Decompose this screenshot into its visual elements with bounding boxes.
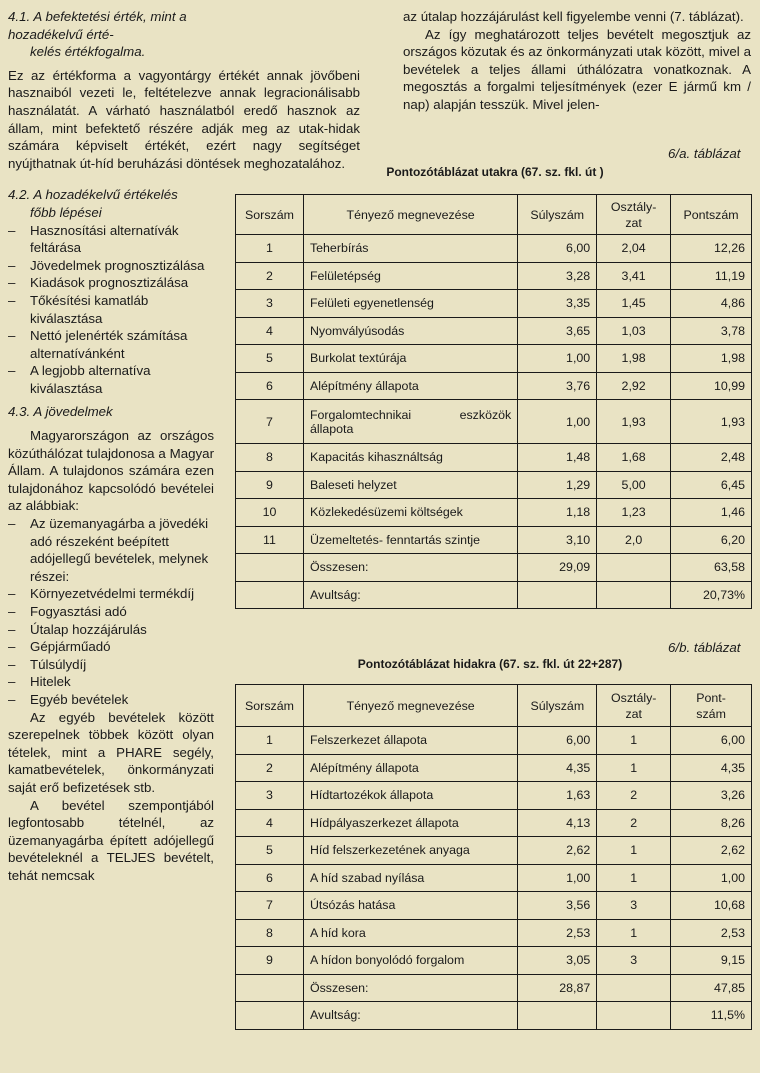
list-item: – Túlsúlydíj (8, 656, 214, 674)
list-item: – Jövedelmek prognosztizálása (8, 257, 214, 275)
column-header: Tényező megnevezése (303, 685, 517, 727)
age-row (236, 1002, 752, 1030)
table-cell: 3 (236, 290, 304, 318)
table-cell: 2,04 (597, 235, 671, 263)
table-cell: 1,00 (518, 345, 597, 373)
table-cell: 3,35 (518, 290, 597, 318)
table-cell: 6,00 (518, 235, 597, 263)
table-cell: 5 (236, 837, 304, 865)
list-item: – Fogyasztási adó (8, 603, 214, 621)
table-cell: 1,93 (671, 400, 752, 444)
table-row (236, 262, 752, 290)
other-income-paragraph: Az egyéb bevételek között szerepelnek többek között olyan tételek, mint a PHARE segély, kamatbevételek, önkormányzati saját erő befizetések stb. (8, 709, 214, 795)
section-4-2-heading: 4.2. A hozadékelvű értékelés főbb lépései (8, 187, 178, 220)
table-row (236, 947, 752, 975)
table-cell: 2,62 (518, 837, 597, 865)
table-cell (597, 1002, 671, 1030)
table-cell (597, 974, 671, 1002)
table-cell: 2,53 (518, 919, 597, 947)
table-cell: A híd szabad nyílása (303, 864, 517, 892)
table-row (236, 499, 752, 527)
table-cell: Útsózás hatása (303, 892, 517, 920)
table-cell: 1,00 (518, 400, 597, 444)
table-cell (236, 974, 304, 1002)
table-row (236, 782, 752, 810)
column-header: Súlyszám (518, 195, 597, 235)
table-cell: Közlekedésüzemi költségek (303, 499, 517, 527)
table-cell: Híd felszerkezetének anyaga (303, 837, 517, 865)
table-cell: Hídtartozékok állapota (303, 782, 517, 810)
continued-paragraph: az útalap hozzájárulást kell figyelembe venni (7. táblázat). (403, 9, 744, 24)
column-header: Tényező megnevezése (303, 195, 517, 235)
table-cell: 3,76 (518, 372, 597, 400)
table-cell: 10 (236, 499, 304, 527)
table-cell: Kapacitás kihasználtság (303, 444, 517, 472)
table-cell: 1,03 (597, 317, 671, 345)
table-cell: 1,46 (671, 499, 752, 527)
important-income-paragraph: A bevétel szempontjából legfontosabb tételnél, az üzemanyagárba épített adójellegű bevételeknél a TELJES bevételt, tehát nemcsak (8, 797, 214, 883)
table-cell (597, 554, 671, 582)
table-row (236, 471, 752, 499)
column-header: Súlyszám (518, 685, 597, 727)
table-cell: 2 (597, 782, 671, 810)
list-item: – Útalap hozzájárulás (8, 621, 214, 639)
table-cell: 6 (236, 372, 304, 400)
table-cell: 1,00 (518, 864, 597, 892)
table-cell: Nyomvályúsodás (303, 317, 517, 345)
table-cell: 3,41 (597, 262, 671, 290)
table-cell: Teherbírás (303, 235, 517, 263)
table-cell: Forgalomtechnikai eszközök állapota (303, 400, 517, 444)
table-cell: Baleseti helyzet (303, 471, 517, 499)
column-header: Pont- szám (671, 685, 752, 727)
table-cell: Felületépség (303, 262, 517, 290)
table-cell: Avultság: (303, 1002, 517, 1030)
list-item: – Egyéb bevételek (8, 691, 214, 709)
table-b-label: 6/b. táblázat (668, 640, 741, 655)
table-cell: 47,85 (671, 974, 752, 1002)
list-item: – Az üzemanyagárba a jövedéki adó részeként beépített adójellegű bevételek, melynek részei: (8, 515, 214, 585)
table-cell: 12,26 (671, 235, 752, 263)
table-row (236, 809, 752, 837)
list-item: – Környezetvédelmi termékdíj (8, 585, 214, 603)
section-4-1-paragraph: Ez az értékforma a vagyontárgy értékét annak jövőbeni hasznaiból vezeti le, feltételezve annak legracionálisabb használatát. A várható használatból eredő hasznok az állam, mint befektető részére adják meg az utak-hidak számára képviselt értékét, ezért nagy segítséget nyújthatnak út-híd beruházási döntések meghozatalához. (8, 67, 360, 171)
table-cell: 7 (236, 892, 304, 920)
table-cell: 3,56 (518, 892, 597, 920)
column-header: Sorszám (236, 195, 304, 235)
table-cell: 63,58 (671, 554, 752, 582)
table-cell: 8,26 (671, 809, 752, 837)
table-cell: 4 (236, 317, 304, 345)
table-cell (597, 581, 671, 609)
table-row (236, 526, 752, 554)
table-cell: 3,10 (518, 526, 597, 554)
table-cell: 3,28 (518, 262, 597, 290)
table-cell: 1,98 (597, 345, 671, 373)
table-cell: 29,09 (518, 554, 597, 582)
table-row (236, 727, 752, 755)
list-item: – Kiadások prognosztizálása (8, 274, 214, 292)
table-cell: 10,68 (671, 892, 752, 920)
table-cell: 1 (236, 235, 304, 263)
table-cell: 9 (236, 471, 304, 499)
table-row (236, 754, 752, 782)
table-cell: 1 (597, 727, 671, 755)
table-cell: 8 (236, 444, 304, 472)
table-cell: 1,18 (518, 499, 597, 527)
age-row (236, 581, 752, 609)
table-cell: 2 (236, 754, 304, 782)
table-cell: 1,98 (671, 345, 752, 373)
table-row (236, 864, 752, 892)
table-cell: 1,23 (597, 499, 671, 527)
table-row (236, 290, 752, 318)
table-cell (236, 1002, 304, 1030)
table-cell: 1 (597, 837, 671, 865)
table-cell: Burkolat textúrája (303, 345, 517, 373)
table-cell: 6,00 (518, 727, 597, 755)
table-cell (236, 581, 304, 609)
list-item: – Tőkésítési kamatláb kiválasztása (8, 292, 214, 327)
table-cell: 6 (236, 864, 304, 892)
list-item: – Hitelek (8, 673, 214, 691)
table-cell: 3 (236, 782, 304, 810)
table-cell: Alépítmény állapota (303, 754, 517, 782)
table-cell: 3 (597, 947, 671, 975)
table-cell: 1,63 (518, 782, 597, 810)
table-cell: 4,86 (671, 290, 752, 318)
table-cell: 1,29 (518, 471, 597, 499)
list-item: – Nettó jelenérték számítása alternatívánként (8, 327, 214, 362)
table-cell: 2,0 (597, 526, 671, 554)
section-4-1-heading: 4.1. A befektetési érték, mint a hozadékelvű érté- kelés értékfogalma. (8, 9, 187, 60)
income-list (8, 515, 214, 709)
table-cell: 11,5% (671, 1002, 752, 1030)
table-cell: 3 (597, 892, 671, 920)
table-cell: 9 (236, 947, 304, 975)
table-cell: Összesen: (303, 974, 517, 1002)
table-cell: 10,99 (671, 372, 752, 400)
table-cell: 4 (236, 809, 304, 837)
column-header: Osztály- zat (597, 685, 671, 727)
table-cell: 11,19 (671, 262, 752, 290)
right-column (403, 8, 751, 114)
table-cell: Felszerkezet állapota (303, 727, 517, 755)
table-cell: 1 (597, 919, 671, 947)
total-row (236, 554, 752, 582)
table-cell: 2,92 (597, 372, 671, 400)
total-row (236, 974, 752, 1002)
table-header-row (236, 195, 752, 235)
steps-list (8, 222, 214, 398)
table-row (236, 837, 752, 865)
scoring-table-roads (235, 194, 752, 609)
table-cell: 3,05 (518, 947, 597, 975)
table-cell: 1,45 (597, 290, 671, 318)
table-cell: 4,35 (518, 754, 597, 782)
table-a-label: 6/a. táblázat (668, 146, 741, 161)
table-cell: 11 (236, 526, 304, 554)
table-cell: 6,00 (671, 727, 752, 755)
list-item: – Gépjárműadó (8, 638, 214, 656)
table-cell (518, 581, 597, 609)
table-row (236, 345, 752, 373)
table-cell: 1 (597, 864, 671, 892)
table-row (236, 444, 752, 472)
table-cell: 1,00 (671, 864, 752, 892)
column-header: Pontszám (671, 195, 752, 235)
table-cell: 4,13 (518, 809, 597, 837)
table-row (236, 919, 752, 947)
table-cell: 1 (597, 754, 671, 782)
distribution-paragraph: Az így meghatározott teljes bevételt megosztjuk az országos közutak és az önkormányzati utak között, mivel a bevételek a teljes állami úthálózatra vonatkoznak. A megosztás a forgalmi teljesítmények (ezer E jármű km / nap) alapján tesszük. Mivel jelen- (403, 26, 751, 112)
table-header-row (236, 685, 752, 727)
table-row (236, 400, 752, 444)
table-cell: 3,78 (671, 317, 752, 345)
table-cell: A híd kora (303, 919, 517, 947)
table-cell (236, 554, 304, 582)
table-cell: 6,45 (671, 471, 752, 499)
table-b-title: Pontozótáblázat hidakra (67. sz. fkl. út 22+287) (357, 657, 623, 671)
table-row (236, 235, 752, 263)
table-cell: 28,87 (518, 974, 597, 1002)
table-cell: 1 (236, 727, 304, 755)
table-cell: 7 (236, 400, 304, 444)
column-header: Osztály- zat (597, 195, 671, 235)
table-cell: Összesen: (303, 554, 517, 582)
table-cell: Üzemeltetés- fenntartás szintje (303, 526, 517, 554)
table-cell: 5,00 (597, 471, 671, 499)
scoring-table-bridges (235, 684, 752, 1030)
table-row (236, 892, 752, 920)
table-row (236, 372, 752, 400)
table-cell (518, 1002, 597, 1030)
table-cell: Alépítmény állapota (303, 372, 517, 400)
column-header: Sorszám (236, 685, 304, 727)
section-4-3-heading: 4.3. A jövedelmek (8, 404, 113, 420)
table-cell: Hídpályaszerkezet állapota (303, 809, 517, 837)
table-cell: 2,48 (671, 444, 752, 472)
table-cell: 1,48 (518, 444, 597, 472)
list-item: – A legjobb alternatíva kiválasztása (8, 362, 214, 397)
table-cell: 3,65 (518, 317, 597, 345)
table-cell: 2,53 (671, 919, 752, 947)
table-row (236, 317, 752, 345)
table-cell: 2 (597, 809, 671, 837)
table-cell: 4,35 (671, 754, 752, 782)
table-cell: A hídon bonyolódó forgalom (303, 947, 517, 975)
table-cell: 8 (236, 919, 304, 947)
table-a-title: Pontozótáblázat utakra (67. sz. fkl. út ) (386, 165, 604, 179)
table-cell: Avultság: (303, 581, 517, 609)
table-cell: Felületi egyenetlenség (303, 290, 517, 318)
section-4-3-paragraph: Magyarországon az országos közúthálózat tulajdonosa a Magyar Állam. A tulajdonos számára ezen tulajdonához kapcsolódó bevételei az alábbiak: (8, 428, 214, 514)
table-cell: 5 (236, 345, 304, 373)
table-cell: 1,68 (597, 444, 671, 472)
table-cell: 9,15 (671, 947, 752, 975)
table-cell: 2 (236, 262, 304, 290)
list-item: – Hasznosítási alternatívák feltárása (8, 222, 214, 257)
table-cell: 3,26 (671, 782, 752, 810)
table-cell: 20,73% (671, 581, 752, 609)
table-cell: 1,93 (597, 400, 671, 444)
table-cell: 6,20 (671, 526, 752, 554)
table-cell: 2,62 (671, 837, 752, 865)
